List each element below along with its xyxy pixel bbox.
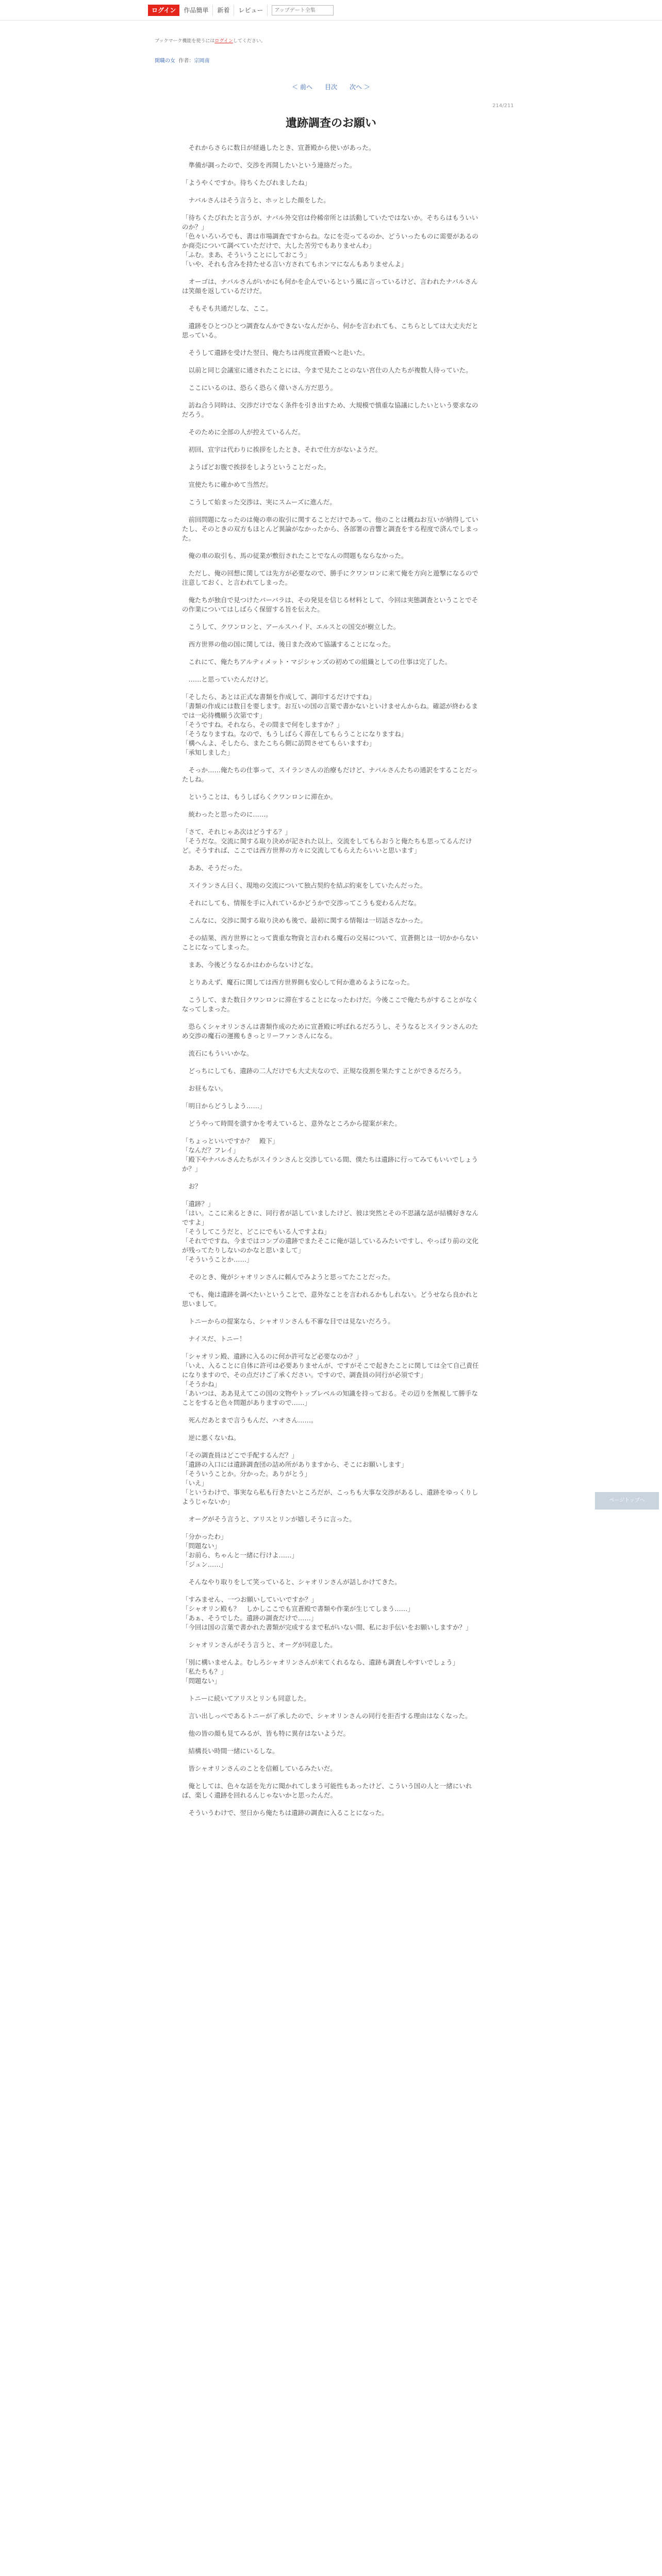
series-link[interactable]: 閑職の女 — [155, 58, 175, 64]
body-paragraph: トニーからの提案なら、シャオリンさんも不審な目では見ないだろう。 — [182, 1317, 394, 1325]
body-paragraph: これにて、俺たちアルティメット・マジシャンズの初めての組織としての仕事は完了した。 — [182, 658, 452, 666]
body-paragraph: ようばどお腹で挨拶をしようということだった。 — [182, 463, 330, 471]
body-paragraph: 西方世界の他の国に関しては、後日また改めて協議することになった。 — [182, 640, 395, 648]
page-number: 214/211 — [492, 103, 514, 109]
body-paragraph: でも、俺は遺跡を調べたいということで、意外なことを言われるかもしれない。どうせなら良かれと思いまして。 — [182, 1291, 478, 1308]
chapter-body — [182, 143, 484, 1826]
body-paragraph: 死んだあとまで言うもんだ、ハオさん……。 — [182, 1416, 318, 1424]
body-paragraph: こうして、また数日クワンロンに滞在することになったわけだ。今後ここで俺たちがすることがなくなってしまった。 — [182, 996, 478, 1013]
body-paragraph: そういうわけで、翌日から俺たちは遺跡の調査に入ることになった。 — [182, 1809, 388, 1817]
body-paragraph: それからさらに数日が経過したとき、宣蒼殿から使いがあった。 — [182, 144, 375, 151]
bookmark-notice — [155, 37, 266, 44]
body-paragraph: 「そしたら、あとは正式な書類を作成して、調印するだけですね」 「書類の作成には数日を要します。お互いの国の言葉で書かないといけませんからね。確認が終わるまでは一応待機願う次第です」 「そうですね。それなら、その間まで何をしますか？」 「そうなりますね。なので、もうしばらく滞在してもらうことになりますね」 「構へんよ、そしたら、またこちら側に訪問させてもらいますわ」 「承知しました」 — [182, 693, 478, 756]
next-link[interactable]: 次へ ＞ — [350, 83, 370, 91]
prev-link[interactable]: ＜ 前へ — [292, 83, 312, 91]
body-paragraph: こんなに、交渉に関する取り決めも後で、最初に関する情報は一切話さなかった。 — [182, 917, 427, 924]
body-paragraph: そのとき、俺がシャオリンさんに頼んでみようと思ってたことだった。 — [182, 1273, 394, 1281]
breadcrumb — [155, 56, 209, 64]
search-input[interactable] — [272, 5, 334, 15]
body-paragraph: ナイスだ、トニー！ — [182, 1335, 246, 1343]
body-paragraph: 「別に構いませんよ。むしろシャオリンさんが来てくれるなら、遺跡も調査しやすいでしょう」 「私たちも？」 「問題ない」 — [182, 1658, 459, 1685]
body-paragraph: 俺としては、色々な話を先方に聞かれてしまう可能性もあったけど、こういう国の人と一緒にいれば、楽しく遺跡を回れるんじゃないかと思ったんだ。 — [182, 1782, 472, 1799]
toc-link[interactable]: 目次 — [324, 83, 337, 91]
body-paragraph: ナバルさんはそう言うと、ホッとした顔をした。 — [182, 196, 330, 204]
body-paragraph: ということは、もうしばらくクワンロンに滞在か。 — [182, 793, 337, 801]
chapter-pager — [0, 82, 662, 91]
body-paragraph: 「さて、それじゃあ次はどうする？」 「そうだな。交流に関する取り決めが記された以上、交流をしてもらおうと俺たちも思ってるんだけど。そうすれば、ここでは西方世界の方々に交流してもらえたらいいと思います」 — [182, 828, 472, 854]
body-paragraph: どっちにしても、遺跡の二人だけでも大丈夫なので、正規な役割を果たすことができるだろう。 — [182, 1067, 466, 1075]
body-paragraph: そっか……俺たちの仕事って、スイランさんの治療もだけど、ナバルさんたちの通訳をすることだったしね。 — [182, 766, 478, 783]
author-prefix: 作者： — [178, 58, 194, 64]
body-paragraph: こうして、クワンロンと、アールスハイド、エルスとの国交が樹立した。 — [182, 623, 400, 631]
notice-login-link[interactable]: ログイン — [214, 39, 233, 44]
body-paragraph: そうして遺跡を受けた翌日、俺たちは再度宣蒼殿へと赴いた。 — [182, 349, 369, 357]
body-paragraph: スイランさん曰く、現地の交流について独占契約を結ぶ約束をしていたんだった。 — [182, 882, 427, 889]
body-paragraph: 他の皆の顔も見てみるが、皆も特に異存はないようだ。 — [182, 1730, 350, 1737]
notice-pre: ブックマーク機能を使うには — [155, 39, 215, 44]
body-paragraph: まあ、今後どうなるかはわからないけどな。 — [182, 961, 318, 969]
nav-inner — [148, 5, 334, 16]
body-paragraph: トニーに続いてアリスとリンも同意した。 — [182, 1694, 310, 1702]
chapter-title: 遺跡調査のお願い — [285, 117, 376, 130]
body-paragraph: ただし、俺の回想に関しては先方が必要なので、勝手にクワンロンに来て俺を方向と遊撃になるので注意しておく、と言われてしまった。 — [182, 569, 478, 586]
body-paragraph: 「その調査員はどこで手配するんだ？」 「遺跡の入口には遺跡調査団の詰め所がありますから、そこにお願いします」 「そういうことか。分かった。ありがとう」 「いえ」 「というわけで、事実なら私も行きたいところだが、こっちも大事な交渉があるし、遺跡をゆっくりしようじゃないか」 — [182, 1451, 478, 1505]
body-paragraph: 訪ね合う同時は、交渉だけでなく条件を引き出すため、大規模で慎重な協議にしたいという要求なのだろう。 — [182, 401, 478, 418]
body-paragraph: ここにいるのは、恐らく恐らく偉いさん方だ思う。 — [182, 384, 337, 392]
body-paragraph: 「ようやくですか。待ちくたびれましたね」 — [182, 179, 311, 187]
body-paragraph: 遺跡をひとつひとつ調査なんかできないなんだから、何かを言われても、こちらとしては大丈夫だと思っている。 — [182, 322, 478, 339]
body-paragraph: 恐らくシャオリンさんは書類作成のために宣蒼殿に呼ばれるだろうし、そうなるとスイランさんのため交渉の魔石の運搬もきっとリーファンさんになる。 — [182, 1023, 478, 1040]
body-paragraph: 俺たちが独自で見つけたバーバラは、その発見を信じる材料として、今回は実態調査ということでその作業についてはしばらく保留する旨を伝えた。 — [182, 596, 478, 613]
body-paragraph: お？ — [182, 1182, 202, 1190]
body-paragraph: 以前と同じ会議室に通されたことには、今まで見たことのない宮仕の人たちが複数人待っていた。 — [182, 366, 472, 374]
notice-post: してください。 — [233, 39, 266, 44]
body-paragraph: 「遺跡？」 「はい。ここに来るときに、同行者が話していましたけど、彼は突然とその不思議な話が結構好きなんですよ」 「そうしてこうだと、どこにでもいる人ですよね」 「それでですね、今まではコンプの遺跡でまたそこに俺が話しているみたいですし、やっぱり前の文化が残ってたりしないのかなと思いまして」 「そういうことか……」 — [182, 1200, 479, 1263]
body-paragraph: 宣使たちに確かめて当然だ。 — [182, 481, 273, 488]
nav-link-new[interactable]: 新着 — [213, 5, 234, 16]
body-paragraph: 「明日からどうしよう……」 — [182, 1102, 266, 1110]
top-navbar — [0, 0, 662, 21]
body-paragraph: 準備が調ったので、交渉を再開したいという連絡だった。 — [182, 161, 356, 169]
body-paragraph: 「シャオリン殿、遺跡に入るのに何か許可など必要なのか？」 「いえ、入ることに自体に許可は必要ありませんが、ですがそこで起きたことに関しては全て自己責任になりますので、その点だけご了承ください。ですので、調査員の同行が必須です」 「そうかね」 「あいつは、ああ見えてこの国の文物やトップレベルの知識を持っておる。その辺りを無視して勝手なことをすると色々問題がありますので……」 — [182, 1352, 479, 1406]
body-paragraph: そんなやり取りをして笑っていると、シャオリンさんが話しかけてきた。 — [182, 1578, 401, 1586]
body-paragraph: その結果、西方世界にとって貴重な物資と言われる魔石の交易について、宣蒼側とは一切かからないことになってしまった。 — [182, 934, 478, 951]
body-paragraph: オーグがそう言うと、アリスとリンが嬉しそうに言った。 — [182, 1515, 356, 1523]
nav-link-works[interactable]: 作品簡単 — [179, 5, 213, 16]
author-link[interactable]: 宗岡南 — [194, 58, 210, 64]
body-paragraph: 俺の車の取引も、馬の従業が敷衍されたことでなんの問題もならなかった。 — [182, 552, 408, 560]
body-paragraph: 逆に悪くないね。 — [182, 1434, 240, 1442]
body-paragraph: 統わったと思ったのに……。 — [182, 810, 272, 818]
body-paragraph: 言い出しっぺであるトニーが了承したので、シャオリンさんの同行を拒否する理由はなくなった。 — [182, 1712, 472, 1720]
body-paragraph: シャオリンさんがそう言うと、オーグが同意した。 — [182, 1641, 337, 1649]
body-paragraph: そのために全部の人が控えているんだ。 — [182, 428, 305, 436]
body-paragraph: それにしても、情報を手に入れているかどうかで交渉ってこうも変わるんだな。 — [182, 899, 421, 907]
body-paragraph: オーゴは、ナバルさんがいかにも何かを企んでいるという風に言っているけど、言われたナバルさんは笑顔を返しているだけだ。 — [182, 278, 478, 295]
body-paragraph: こうして始まった交渉は、実にスムーズに進んだ。 — [182, 498, 336, 506]
body-paragraph: ……と思っていたんだけど。 — [182, 675, 273, 683]
body-paragraph: 「待ちくたびれたと言うが、ナバル外交官は伶稀帝所とは活動していたではないか。そちらはもういいのか？」 「色々いろいろでも、書は市場調査ですからね。なにを売ってるのか、どういったものに需要があるのか商売について調べていただけで、大した苦労でもありませんわ」 「ふむ。まあ、そういうことにしておこう」 「いや、それも含みを持たせる言い方されてもホンマになんもありませんよ」 — [182, 214, 478, 268]
body-paragraph: 前回問題になったのは俺の車の取引に関することだけであって、他のことは概ねお互いが納得していたし、そのときの双方もほとんど異論がなかったから、各部署の音響と調査をする程度で済んでしまった。 — [182, 516, 479, 542]
nav-link-review[interactable]: レビュー — [234, 5, 268, 16]
body-paragraph: 「分かったわ」 「問題ない」 「お前ら、ちゃんと一緒に行けよ……」 「ジュン……」 — [182, 1533, 299, 1568]
body-paragraph: ああ、そうだった。 — [182, 864, 246, 872]
body-paragraph: 「すみません、一つお願いしていいですか？」 「シャオリン殿も？ しかしここでも宣蒼殿で書類や作業が生じてしまう……」 「あぁ、そうでした。遺跡の調査だけで……」 「今回は国の言葉で書かれた書類が完成するまで私がいない間、私にお手伝いをお願いしますか？」 — [182, 1596, 472, 1631]
body-paragraph: 皆シャオリンさんのことを信頼しているみたいだ。 — [182, 1765, 337, 1772]
body-paragraph: 結構長い時間一緒にいるしな。 — [182, 1747, 279, 1755]
body-paragraph: どうやって時間を潰すかを考えていると、意外なところから提案が来た。 — [182, 1120, 402, 1127]
body-paragraph: お昼もない。 — [182, 1084, 227, 1092]
body-paragraph: そもそも共通だしな、ここ。 — [182, 304, 273, 312]
body-paragraph: 流石にもういいかな。 — [182, 1049, 253, 1057]
body-paragraph: 初回、宣宇は代わりに挨拶をしたとき、それで仕方がないようだ。 — [182, 446, 382, 453]
login-button[interactable]: ログイン — [148, 5, 179, 16]
page-top-button[interactable]: ページトップへ — [595, 1492, 659, 1510]
body-paragraph: 「ちょっといいですか？ 殿下」 「なんだ？フレイ」 「殿下やナバルさんたちがスイランさんと交渉している間、僕たちは遺跡に行ってみてもいいでしょうか？」 — [182, 1137, 478, 1173]
body-paragraph: とりあえず、魔石に関しては西方世界側も安心して何か進めるようになった。 — [182, 978, 414, 986]
